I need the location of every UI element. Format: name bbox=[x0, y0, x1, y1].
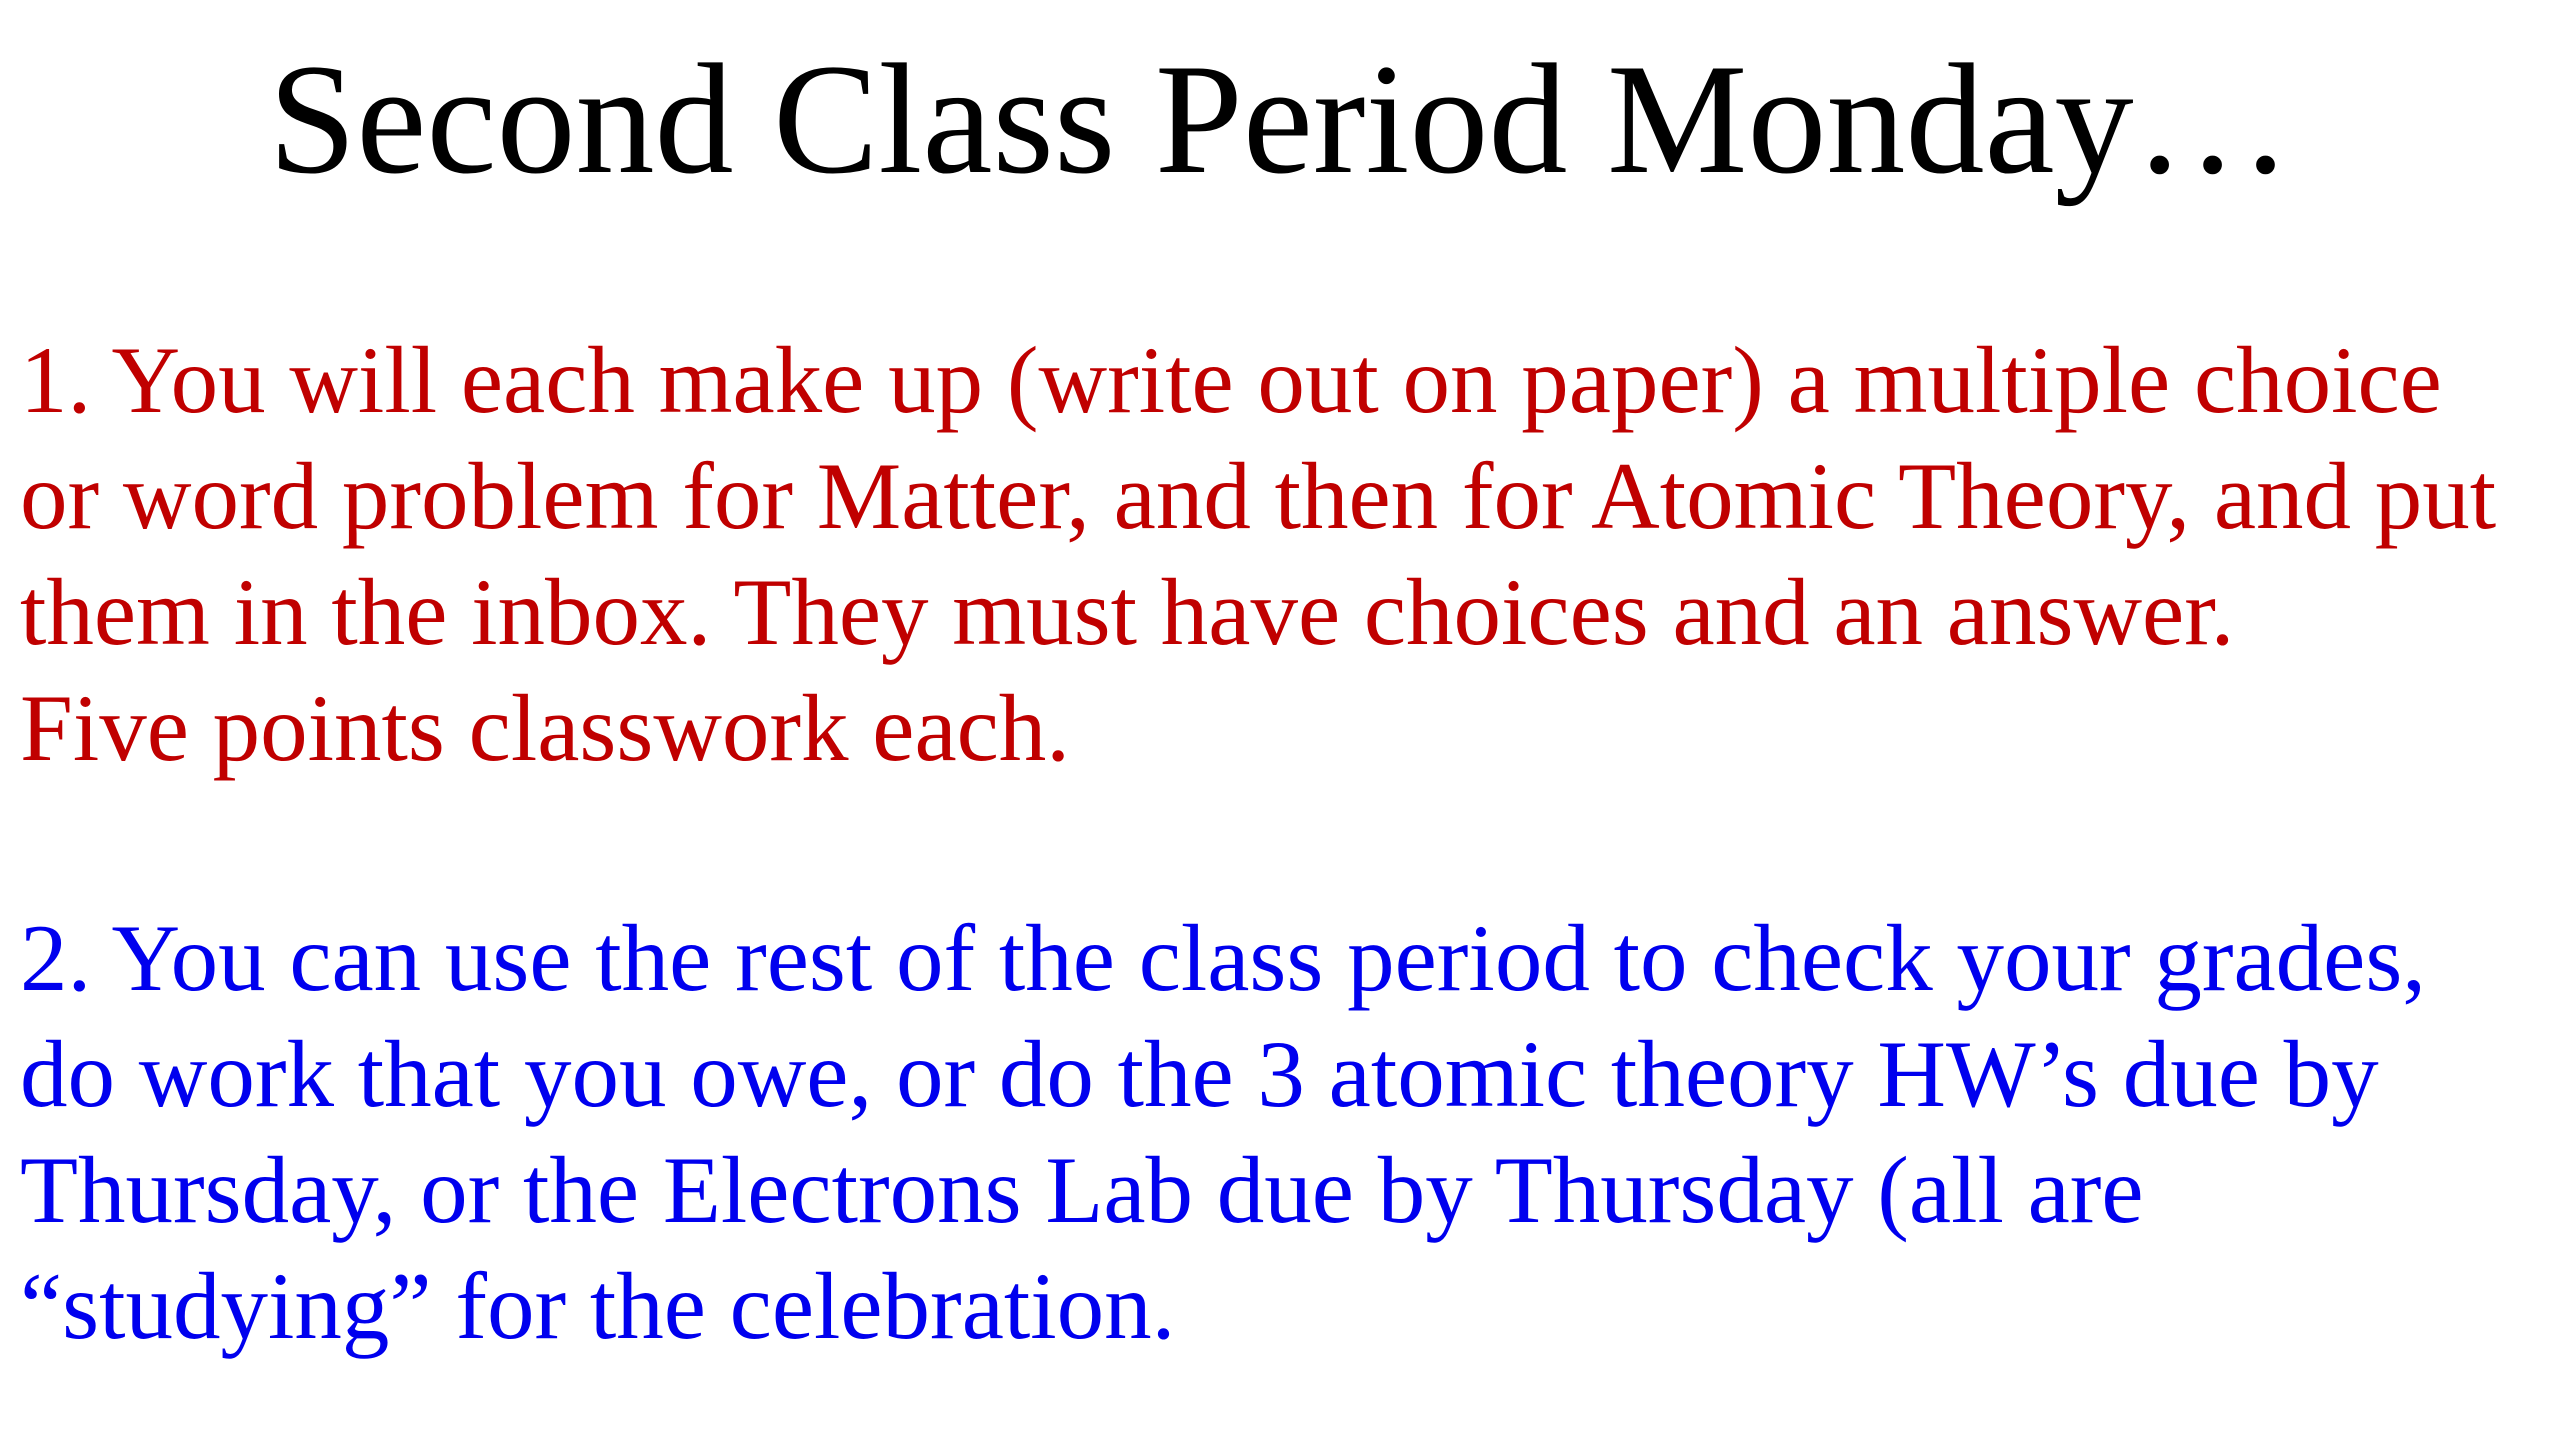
instruction-item-2 bbox=[20, 900, 2550, 1364]
instruction-1-line-4: Five points classwork each. bbox=[20, 675, 1071, 781]
instruction-1-line-2: or word problem for Matter, and then for Atomic Theory, and put bbox=[20, 443, 2497, 549]
instruction-1-line-1: 1. You will each make up (write out on paper) a multiple choice bbox=[20, 327, 2442, 433]
instruction-item-1 bbox=[20, 322, 2550, 786]
instruction-2-line-3: Thursday, or the Electrons Lab due by Thursday (all are bbox=[20, 1137, 2144, 1243]
instruction-2-line-1: 2. You can use the rest of the class period to check your grades, bbox=[20, 905, 2427, 1011]
instruction-1-line-3: them in the inbox. They must have choices and an answer. bbox=[20, 559, 2235, 665]
instruction-2-line-2: do work that you owe, or do the 3 atomic theory HW’s due by bbox=[20, 1021, 2379, 1127]
slide-title: Second Class Period Monday… bbox=[268, 32, 2292, 207]
instruction-2-line-4: “studying” for the celebration. bbox=[20, 1253, 1176, 1359]
